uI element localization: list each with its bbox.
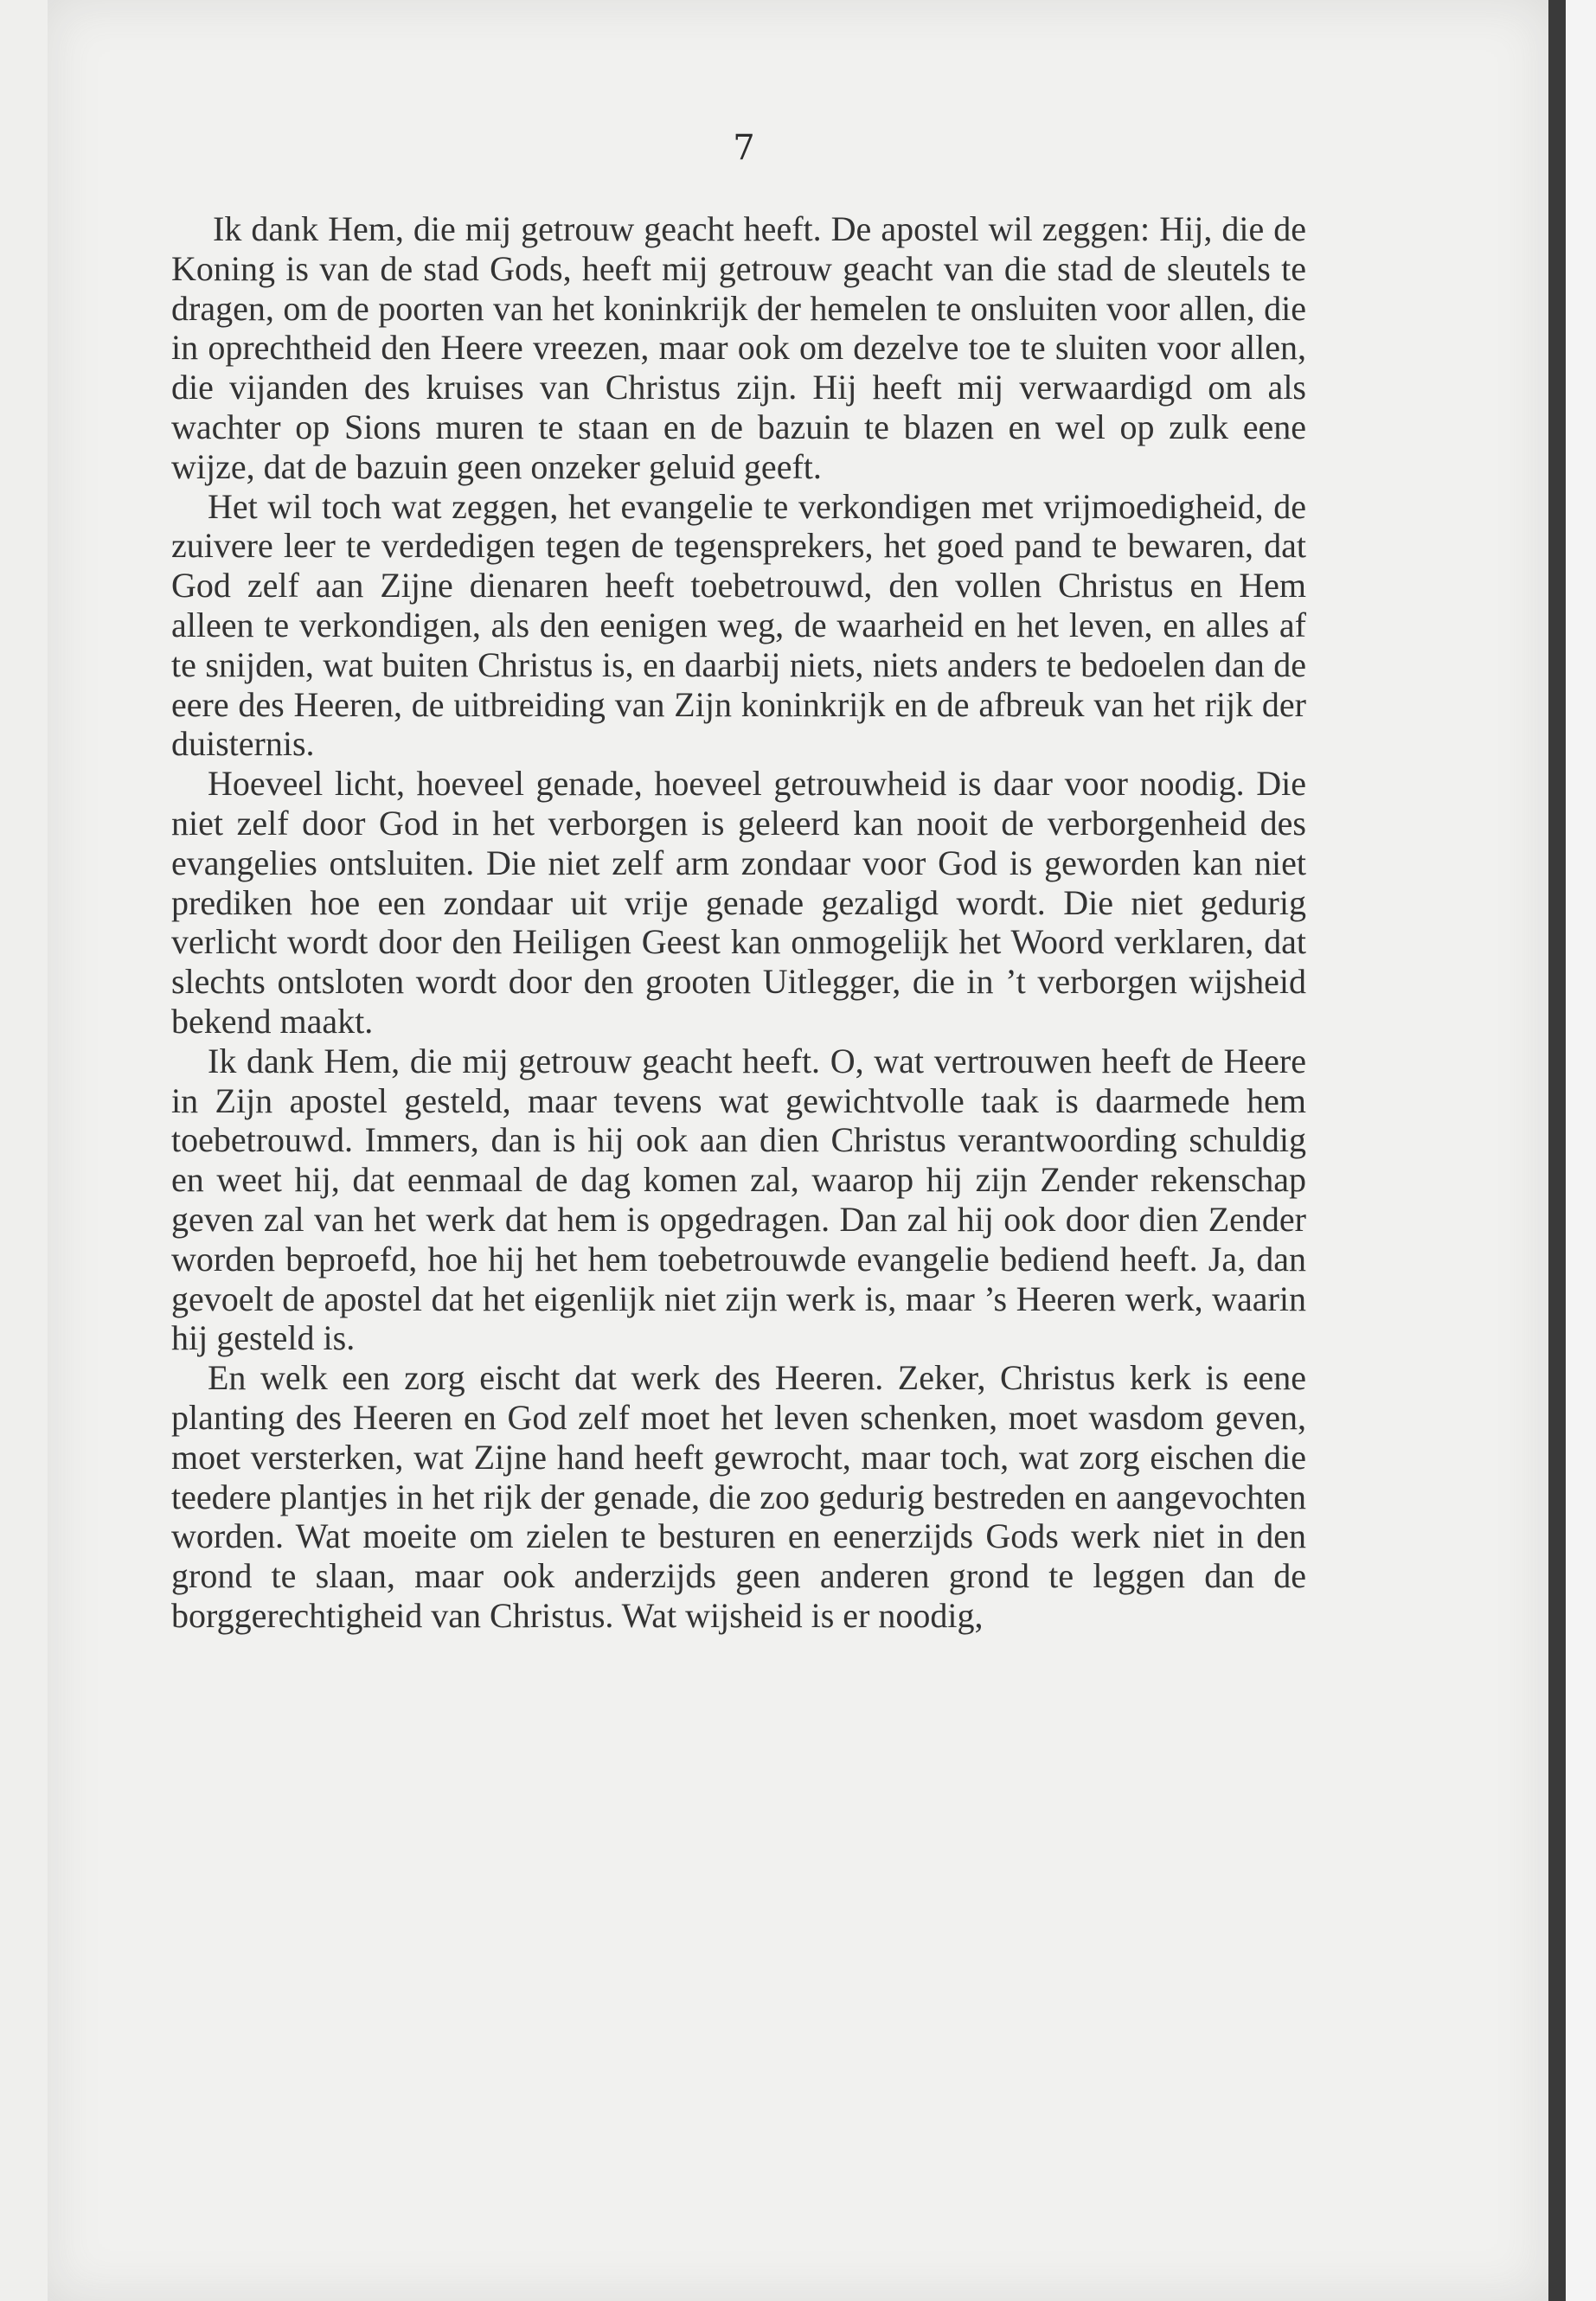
paragraph: Het wil toch wat zeggen, het evangelie te verkondigen met vrijmoedigheid, de zuivere leer te verdedigen tegen de tegensprekers, het goed pand te bewaren, dat God zelf aan Zijne dienaren heeft toebetrouwd, den vollen Christus en Hem alleen te verkondigen, als den eenigen weg, de waarheid en het leven, en alles af te snijden, wat buiten Christus is, en daarbij niets, niets anders te bedoelen dan de eere des Heeren, de uitbreiding van Zijn koninkrijk en de afbreuk van het rijk der duisternis.	[171, 486, 1306, 764]
paragraph: Ik dank Hem, die mij getrouw geacht heeft. O, wat vertrouwen heeft de Heere in Zijn apostel gesteld, maar tevens wat gewichtvolle taak is daarmede hem toebetrouwd. Immers, dan is hij ook aan dien Christus verantwoording schuldig en weet hij, dat eenmaal de dag komen zal, waarop hij zijn Zender rekenschap geven zal van het werk dat hem is opgedragen. Dan zal hij ook door dien Zender worden beproefd, hoe hij het hem toebetrouwde evangelie bediend heeft. Ja, dan gevoelt de apostel dat het eigenlijk niet zijn werk is, maar ’s Heeren werk, waarin hij gesteld is.	[171, 1041, 1306, 1358]
paragraph: Hoeveel licht, hoeveel genade, hoeveel getrouwheid is daar voor noodig. Die niet zelf door God in het verborgen is geleerd kan nooit de verborgenheid des evangelies ontsluiten. Die niet zelf arm zondaar voor God is geworden kan niet prediken hoe een zondaar uit vrije genade gezaligd wordt. Die niet gedurig verlicht wordt door den Heiligen Geest kan onmogelijk het Woord verklaren, dat slechts ontsloten wordt door den grooten Uitlegger, die in ’t verborgen wijsheid bekend maakt.	[171, 764, 1306, 1041]
scan-page-edge	[1548, 0, 1566, 2301]
paragraph: Ik dank Hem, die mij getrouw geacht heeft. De apostel wil zeggen: Hij, die de Koning is van de stad Gods, heeft mij getrouw geacht van die stad de sleutels te dragen, om de poorten van het koninkrijk der hemelen te onsluiten voor allen, die in oprechtheid den Heere vreezen, maar ook om dezelve toe te sluiten voor allen, die vijanden des kruises van Christus zijn. Hij heeft mij verwaardigd om als wachter op Sions muren te staan en de bazuin te blazen en wel op zulk eene wijze, dat de bazuin geen onzeker geluid geeft.	[171, 209, 1306, 486]
body-text	[171, 209, 1306, 1636]
paragraph: En welk een zorg eischt dat werk des Heeren. Zeker, Christus kerk is eene planting des Heeren en God zelf moet het leven schenken, moet wasdom geven, moet versterken, wat Zijne hand heeft gewrocht, maar toch, wat zorg eischen die teedere plantjes in het rijk der genade, die zoo gedurig bestreden en aangevochten worden. Wat moeite om zielen te besturen en eenerzijds Gods werk niet in den grond te slaan, maar ook anderzijds geen anderen grond te leggen dan de borggerechtigheid van Christus. Wat wijsheid is er noodig,	[171, 1358, 1306, 1635]
scan-margin-right	[1566, 0, 1596, 2301]
scan-margin-left	[0, 0, 48, 2301]
page-number: 7	[733, 128, 755, 168]
